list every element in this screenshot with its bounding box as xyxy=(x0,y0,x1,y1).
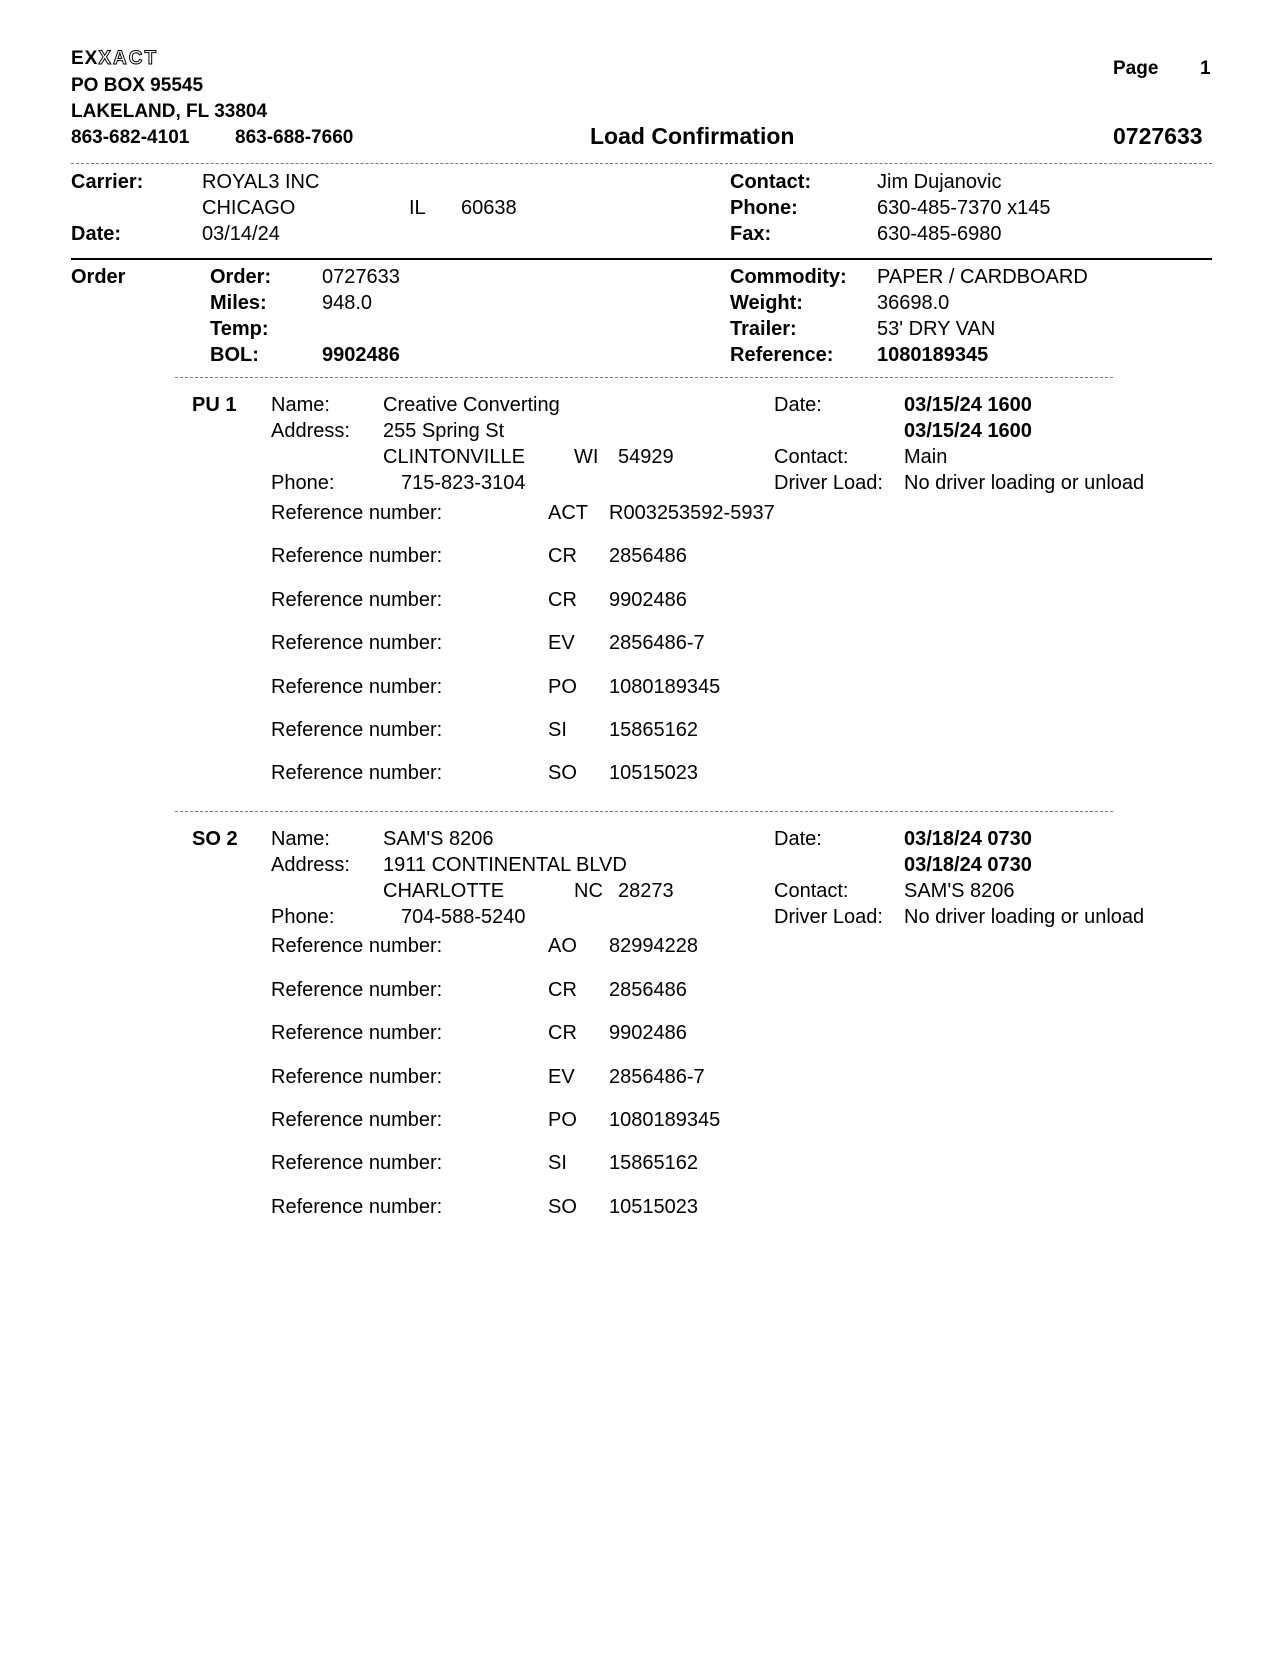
stop-date-1: 03/18/24 0730 xyxy=(904,828,1032,850)
carrier-date: 03/14/24 xyxy=(202,223,280,245)
carrier-phone: 630-485-7370 x145 xyxy=(877,197,1051,219)
stop-name-label: Name: xyxy=(271,828,330,850)
logo-solid-text: EX xyxy=(71,48,99,69)
stop-driver-load-label: Driver Load: xyxy=(774,906,883,928)
stop-address: 255 Spring St xyxy=(383,420,505,442)
carrier-label: Carrier: xyxy=(71,171,144,193)
reference-number-label: Reference number: xyxy=(271,1196,443,1218)
reference-number-label: Reference number: xyxy=(271,632,443,654)
stop-phone-label: Phone: xyxy=(271,906,335,928)
stop-state: WI xyxy=(574,446,599,468)
reference-type: SI xyxy=(548,719,567,741)
reference-type: PO xyxy=(548,1109,577,1131)
carrier-name: ROYAL3 INC xyxy=(202,171,320,193)
company-po-box: PO BOX 95545 xyxy=(71,75,204,96)
reference-value: 15865162 xyxy=(609,1152,698,1174)
bol-value: 9902486 xyxy=(322,344,400,366)
reference-value: 1080189345 xyxy=(609,1109,721,1131)
reference-value: 2856486 xyxy=(609,545,687,567)
reference-number-label: Reference number: xyxy=(271,676,443,698)
stop-code: SO 2 xyxy=(192,828,238,850)
reference-value: 1080189345 xyxy=(609,676,721,698)
stop-date-label: Date: xyxy=(774,394,822,416)
trailer-value: 53' DRY VAN xyxy=(877,318,996,340)
carrier-contact-label: Contact: xyxy=(730,171,812,193)
reference-value: 2856486-7 xyxy=(609,632,705,654)
reference-type: CR xyxy=(548,1022,577,1044)
reference-number-label: Reference number: xyxy=(271,1022,443,1044)
reference-number-label: Reference number: xyxy=(271,979,443,1001)
stop-contact-label: Contact: xyxy=(774,446,849,468)
weight-label: Weight: xyxy=(730,292,803,314)
stop-contact: SAM'S 8206 xyxy=(904,880,1015,902)
company-logo xyxy=(71,49,158,68)
order-number: 0727633 xyxy=(322,266,400,288)
stop-phone: 715-823-3104 xyxy=(401,472,526,494)
miles-label: Miles: xyxy=(210,292,267,314)
stop-address-label: Address: xyxy=(271,854,350,876)
order-divider xyxy=(175,377,1113,378)
stop-driver-load: No driver loading or unload xyxy=(904,472,1145,494)
reference-type: PO xyxy=(548,676,577,698)
company-phone-2: 863-688-7660 xyxy=(235,127,354,148)
reference-type: SO xyxy=(548,762,577,784)
reference-value: 9902486 xyxy=(609,1022,687,1044)
carrier-divider xyxy=(71,258,1212,260)
commodity-label: Commodity: xyxy=(730,266,847,288)
header-divider xyxy=(71,163,1212,164)
stop-date-label: Date: xyxy=(774,828,822,850)
temp-label: Temp: xyxy=(210,318,269,340)
carrier-phone-label: Phone: xyxy=(730,197,798,219)
stop-name: SAM'S 8206 xyxy=(383,828,494,850)
trailer-label: Trailer: xyxy=(730,318,797,340)
reference-type: EV xyxy=(548,632,575,654)
stop-date-2: 03/18/24 0730 xyxy=(904,854,1032,876)
document-title: Load Confirmation xyxy=(590,123,795,149)
reference-value: 9902486 xyxy=(609,589,687,611)
carrier-state: IL xyxy=(409,197,426,219)
stop-city: CHARLOTTE xyxy=(383,880,505,902)
reference-type: CR xyxy=(548,589,577,611)
carrier-fax-label: Fax: xyxy=(730,223,772,245)
reference-value: 82994228 xyxy=(609,935,698,957)
stop-phone: 704-588-5240 xyxy=(401,906,526,928)
reference-number-label: Reference number: xyxy=(271,589,443,611)
miles-value: 948.0 xyxy=(322,292,373,314)
stop-state: NC xyxy=(574,880,603,902)
reference-value: 10515023 xyxy=(609,1196,698,1218)
logo-outline-text: XACT xyxy=(98,48,159,69)
document-number: 0727633 xyxy=(1113,123,1203,149)
reference-number-label: Reference number: xyxy=(271,1109,443,1131)
reference-type: ACT xyxy=(548,502,588,524)
stop-name: Creative Converting xyxy=(383,394,560,416)
reference-number-label: Reference number: xyxy=(271,1152,443,1174)
company-phone-1: 863-682-4101 xyxy=(71,127,190,148)
reference-number-label: Reference number: xyxy=(271,762,443,784)
reference-value: 15865162 xyxy=(609,719,698,741)
stop-date-2: 03/15/24 1600 xyxy=(904,420,1032,442)
stop-name-label: Name: xyxy=(271,394,330,416)
company-city-line: LAKELAND, FL 33804 xyxy=(71,101,268,122)
reference-label: Reference: xyxy=(730,344,834,366)
reference-number-label: Reference number: xyxy=(271,502,443,524)
reference-type: SI xyxy=(548,1152,567,1174)
reference-number-label: Reference number: xyxy=(271,935,443,957)
reference-type: EV xyxy=(548,1066,575,1088)
reference-type: CR xyxy=(548,545,577,567)
stop-date-1: 03/15/24 1600 xyxy=(904,394,1032,416)
stop-driver-load: No driver loading or unload xyxy=(904,906,1145,928)
bol-label: BOL: xyxy=(210,344,259,366)
stop-divider xyxy=(175,811,1113,812)
reference-value: 1080189345 xyxy=(877,344,989,366)
carrier-zip: 60638 xyxy=(461,197,517,219)
stop-address-label: Address: xyxy=(271,420,350,442)
stop-city: CLINTONVILLE xyxy=(383,446,525,468)
order-section-label: Order xyxy=(71,266,126,288)
stop-code: PU 1 xyxy=(192,394,237,416)
reference-value: 2856486-7 xyxy=(609,1066,705,1088)
reference-type: AO xyxy=(548,935,577,957)
reference-value: 10515023 xyxy=(609,762,698,784)
stop-contact: Main xyxy=(904,446,948,468)
reference-value: R003253592-5937 xyxy=(609,502,775,524)
commodity-value: PAPER / CARDBOARD xyxy=(877,266,1088,288)
page-number: 1 xyxy=(1200,58,1211,79)
reference-number-label: Reference number: xyxy=(271,1066,443,1088)
reference-number-label: Reference number: xyxy=(271,545,443,567)
stop-driver-load-label: Driver Load: xyxy=(774,472,883,494)
carrier-contact: Jim Dujanovic xyxy=(877,171,1002,193)
order-number-label: Order: xyxy=(210,266,272,288)
stop-contact-label: Contact: xyxy=(774,880,849,902)
carrier-fax: 630-485-6980 xyxy=(877,223,1002,245)
carrier-city: CHICAGO xyxy=(202,197,296,219)
reference-type: SO xyxy=(548,1196,577,1218)
carrier-date-label: Date: xyxy=(71,223,122,245)
stop-zip: 28273 xyxy=(618,880,674,902)
reference-value: 2856486 xyxy=(609,979,687,1001)
stop-phone-label: Phone: xyxy=(271,472,335,494)
stop-zip: 54929 xyxy=(618,446,674,468)
stop-address: 1911 CONTINENTAL BLVD xyxy=(383,854,627,876)
page-label: Page xyxy=(1113,58,1159,79)
reference-number-label: Reference number: xyxy=(271,719,443,741)
reference-type: CR xyxy=(548,979,577,1001)
weight-value: 36698.0 xyxy=(877,292,950,314)
